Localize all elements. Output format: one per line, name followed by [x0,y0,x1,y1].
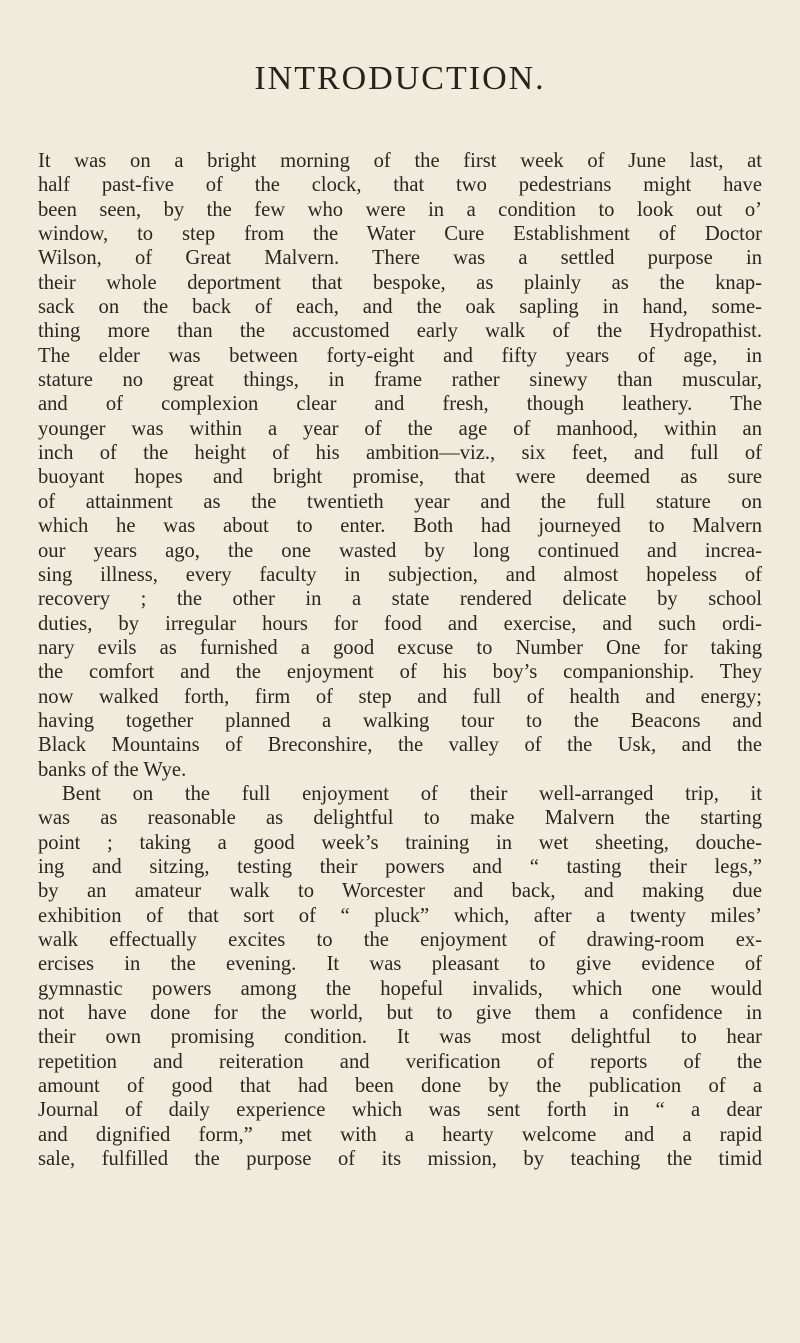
text-line: the comfort and the enjoyment of his boy’s companionship. They [38,661,762,684]
text-line: recovery ; the other in a state rendered delicate by school [38,588,762,611]
paragraph-2 [38,782,762,1172]
text-line: Black Mountains of Breconshire, the valley of the Usk, and the [38,734,762,757]
text-line: walk effectually excites to the enjoyment of drawing-room ex- [38,929,762,951]
text-line: The elder was between forty-eight and fifty years of age, in [38,344,762,367]
text-line: which he was about to enter. Both had journeyed to Malvern [38,515,762,538]
text-line: duties, by irregular hours for food and exercise, and such ordi- [38,612,762,635]
text-line: their own promising condition. It was most delightful to hear [38,1026,762,1049]
text-line: gymnastic powers among the hopeful invalids, which one would [38,977,762,1000]
text-line: inch of the height of his ambition—viz., six feet, and full of [38,442,762,465]
text-line: was as reasonable as delightful to make Malvern the starting [38,807,762,830]
text-line: exhibition of that sort of “ pluck” which, after a twenty miles’ [38,904,762,927]
text-line: nary evils as furnished a good excuse to Number One for taking [38,636,762,659]
text-line: half past-five of the clock, that two pedestrians might have [38,174,762,197]
body-text [38,149,762,1171]
chapter-heading: INTRODUCTION. [254,60,546,97]
text-line: window, to step from the Water Cure Establishment of Doctor [38,223,762,246]
text-line: of attainment as the twentieth year and the full stature on [38,490,762,513]
text-line: younger was within a year of the age of manhood, within an [38,417,762,440]
text-line: and of complexion clear and fresh, though leathery. The [38,393,762,416]
text-line: and dignified form,” met with a hearty welcome and a rapid [38,1123,762,1146]
text-line: ing and sitzing, testing their powers and “ tasting their legs,” [38,855,762,878]
text-line: Wilson, of Great Malvern. There was a settled purpose in [38,247,762,270]
text-line: not have done for the world, but to give them a confidence in [38,1002,762,1025]
text-line: sing illness, every faculty in subjection, and almost hopeless of [38,563,762,586]
text-line: now walked forth, firm of step and full of health and energy; [38,685,762,708]
text-line: having together planned a walking tour to the Beacons and [38,709,762,732]
text-line: stature no great things, in frame rather sinewy than muscular, [38,369,762,392]
text-line: buoyant hopes and bright promise, that were deemed as sure [38,466,762,489]
text-line: Journal of daily experience which was sent forth in “ a dear [38,1099,762,1122]
text-line: been seen, by the few who were in a condition to look out o’ [38,198,762,221]
text-line: by an amateur walk to Worcester and back, and making due [38,880,762,903]
text-line: point ; taking a good week’s training in wet sheeting, douche- [38,831,762,854]
text-line: ercises in the evening. It was pleasant to give evidence of [38,953,762,976]
text-line: amount of good that had been done by the publication of a [38,1075,762,1098]
paragraph-1 [38,149,762,782]
text-line: our years ago, the one wasted by long continued and increa- [38,539,762,562]
text-line: banks of the Wye. [38,758,187,781]
text-line: sale, fulfilled the purpose of its mission, by teaching the timid [38,1148,762,1171]
text-line: sack on the back of each, and the oak sapling in hand, some- [38,296,762,319]
text-line: Bent on the full enjoyment of their well-arranged trip, it [62,782,762,805]
text-line: their whole deportment that bespoke, as plainly as the knap- [38,271,762,294]
text-line: It was on a bright morning of the first week of June last, at [38,150,762,172]
text-line: repetition and reiteration and verification of reports of the [38,1050,762,1073]
text-line: thing more than the accustomed early walk of the Hydropathist. [38,320,762,343]
